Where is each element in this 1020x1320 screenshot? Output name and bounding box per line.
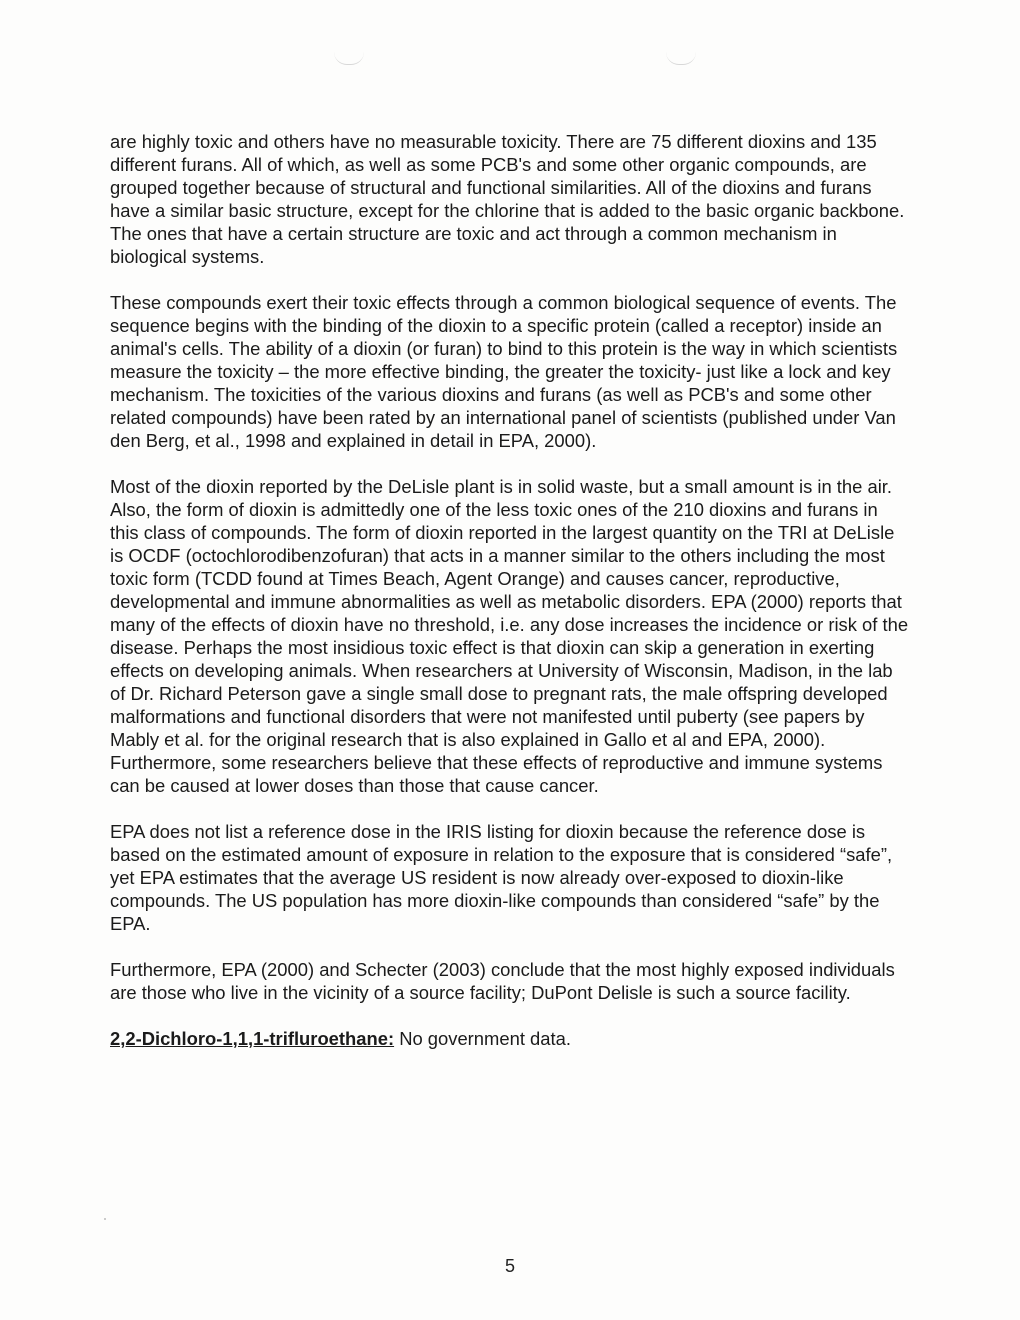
paragraph-delisle-dioxin: Most of the dioxin reported by the DeLisle plant is in solid waste, but a small amount is in the air. Also, the form of dioxin is admittedly one of the less toxic ones of the 210 dioxins and furans in this class of compounds. The form of dioxin reported in the largest quantity on the TRI at DeLisle is OCDF (octochlorodibenzofuran) that acts in a manner similar to the others including the most toxic form (TCDD found at Times Beach, Agent Orange) and causes cancer, reproductive, developmental and immune abnormalities as well as metabolic disorders. EPA (2000) reports that many of the effects of dioxin have no threshold, i.e. any dose increases the incidence or risk of the disease. Perhaps the most insidious toxic effect is that dioxin can skip a generation in exerting effects on developing animals. When researchers at University of Wisconsin, Madison, in the lab of Dr. Richard Peterson gave a single small dose to pregnant rats, the male offspring developed malformations and functional disorders that were not manifested until puberty (see papers by Mably et al. for the original research that is also explained in Gallo et al and EPA, 2000). Furthermore, some researchers believe that these effects of reproductive and immune systems can be caused at lower doses than those that cause cancer. [110,476,909,796]
document-body [110,130,910,1050]
chemical-name-heading: 2,2-Dichloro-1,1,1-trifluroethane: [110,1028,395,1049]
paragraph-epa-reference-dose: EPA does not list a reference dose in the IRIS listing for dioxin because the reference dose is based on the estimated amount of exposure in relation to the exposure that is considered “safe”, yet EPA estimates that the average US resident is now already over-exposed to dioxin-like compounds. The US population has more dioxin-like compounds than considered “safe” by the EPA. [110,821,893,934]
paragraph-exposed-individuals: Furthermore, EPA (2000) and Schecter (2003) conclude that the most highly exposed individuals are those who live in the vicinity of a source facility; DuPont Delisle is such a source facility. [110,959,895,1003]
chemical-entry [110,1027,910,1050]
chemical-entry-note: No government data. [394,1028,571,1049]
scan-artifact-left [334,52,364,65]
scan-artifact-right [666,52,696,65]
paragraph-dioxin-toxicity: are highly toxic and others have no measurable toxicity. There are 75 different dioxins and 135 different furans. All of which, as well as some PCB's and some other organic compounds, are grouped together because of structural and functional similarities. All of the dioxins and furans have a similar basic structure, except for the chlorine that is added to the basic organic backbone. The ones that have a certain structure are toxic and act through a common mechanism in biological systems. [110,131,905,267]
page-number: 5 [504,1256,515,1276]
scan-speck [104,1218,106,1220]
paragraph-toxic-mechanism: These compounds exert their toxic effects through a common biological sequence of events. The sequence begins with the binding of the dioxin to a specific protein (called a receptor) inside an animal's cells. The ability of a dioxin (or furan) to bind to this protein is the way in which scientists measure the toxicity – the more effective binding, the greater the toxicity- just like a lock and key mechanism. The toxicities of the various dioxins and furans (as well as PCB's and some other related compounds) have been rated by an international panel of scientists (published under Van den Berg, et al., 1998 and explained in detail in EPA, 2000). [110,292,898,451]
